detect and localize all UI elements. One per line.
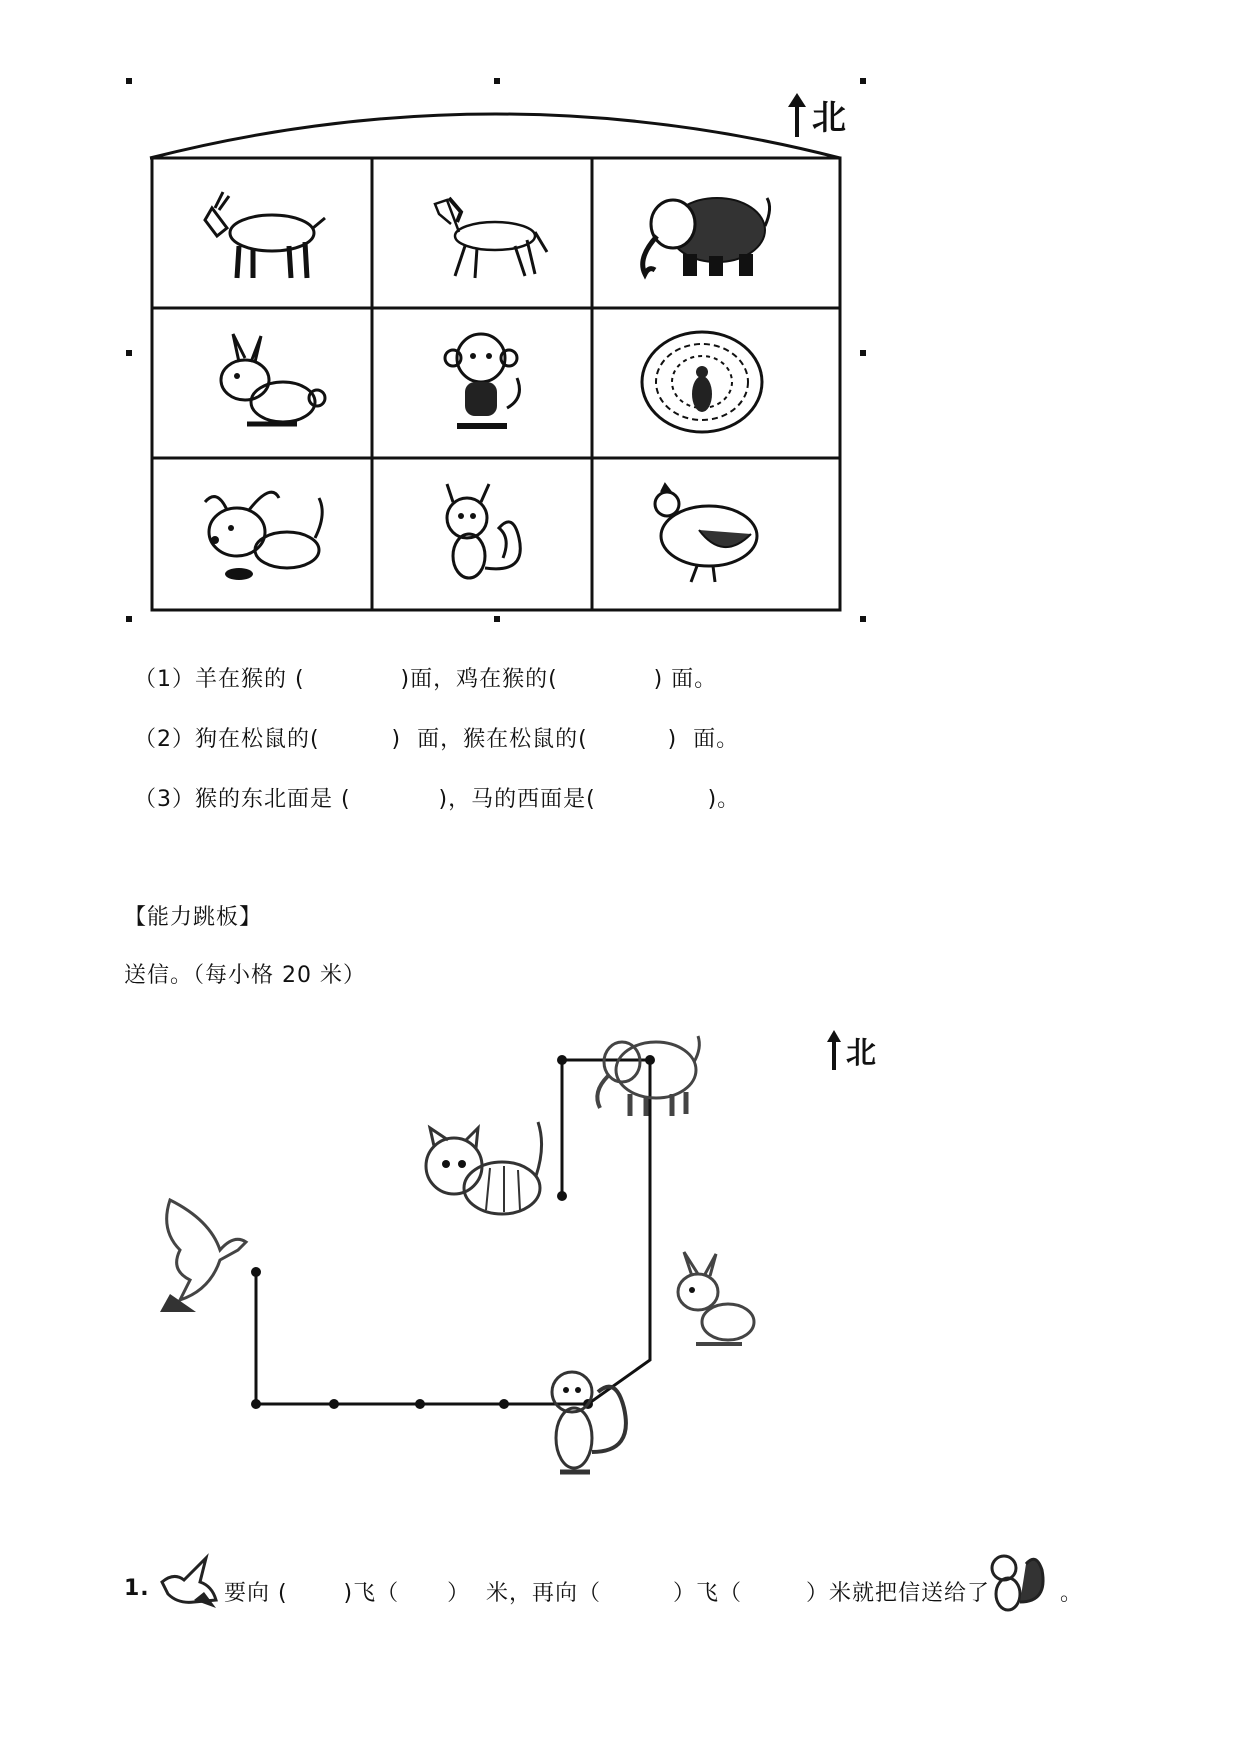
final-question-end: 。 — [1060, 1581, 1084, 1606]
question-2: （2）狗在松鼠的( ) 面，猴在松鼠的( ) 面。 — [134, 727, 740, 752]
grid-cell-goat — [154, 160, 370, 306]
peacock-icon — [627, 328, 777, 438]
squirrel-icon — [407, 478, 557, 588]
squirrel-icon — [538, 1352, 638, 1492]
grid-cell-elephant — [594, 160, 810, 306]
question-3: （3）猴的东北面是 ( )，马的西面是( )。 — [134, 787, 741, 812]
goat-icon — [187, 178, 337, 288]
final-question-text: 要向 ( )飞（ ） 米，再向（ ）飞（ ）米就把信送给了 — [224, 1581, 990, 1606]
grid-cell-dog — [154, 460, 370, 606]
map-north-indicator — [826, 1028, 876, 1072]
elephant-icon — [586, 1022, 706, 1122]
elephant-icon — [627, 178, 777, 288]
final-question-number: 1. — [124, 1576, 150, 1601]
grid-cell-squirrel — [374, 460, 590, 606]
north-arrow-icon — [826, 1030, 842, 1070]
final-question — [124, 1546, 1124, 1626]
dove-icon — [150, 1190, 260, 1320]
map-north-label: 北 — [846, 1036, 876, 1071]
question-1: （1）羊在猴的 ( )面，鸡在猴的( ) 面。 — [134, 667, 718, 692]
grid-cell-rabbit — [154, 310, 370, 456]
dove-icon — [154, 1552, 222, 1612]
section-title: 【能力跳板】 — [124, 905, 263, 930]
chicken-icon — [627, 478, 777, 588]
tiger-icon — [420, 1116, 550, 1236]
grid-cell-horse — [374, 160, 590, 306]
north-label: 北 — [812, 98, 846, 138]
task-title: 送信。（每小格 20 米） — [124, 963, 366, 988]
monkey-icon — [407, 328, 557, 438]
rabbit-icon — [660, 1248, 760, 1358]
grid-cell-chicken — [594, 460, 810, 606]
grid-cell-peacock — [594, 310, 810, 456]
rabbit-icon — [187, 328, 337, 438]
delivery-map-figure — [130, 1020, 890, 1500]
squirrel-icon — [982, 1546, 1052, 1616]
dog-icon — [187, 478, 337, 588]
horse-icon — [407, 178, 557, 288]
zoo-map-figure — [126, 78, 866, 622]
grid-cell-monkey — [374, 310, 590, 456]
